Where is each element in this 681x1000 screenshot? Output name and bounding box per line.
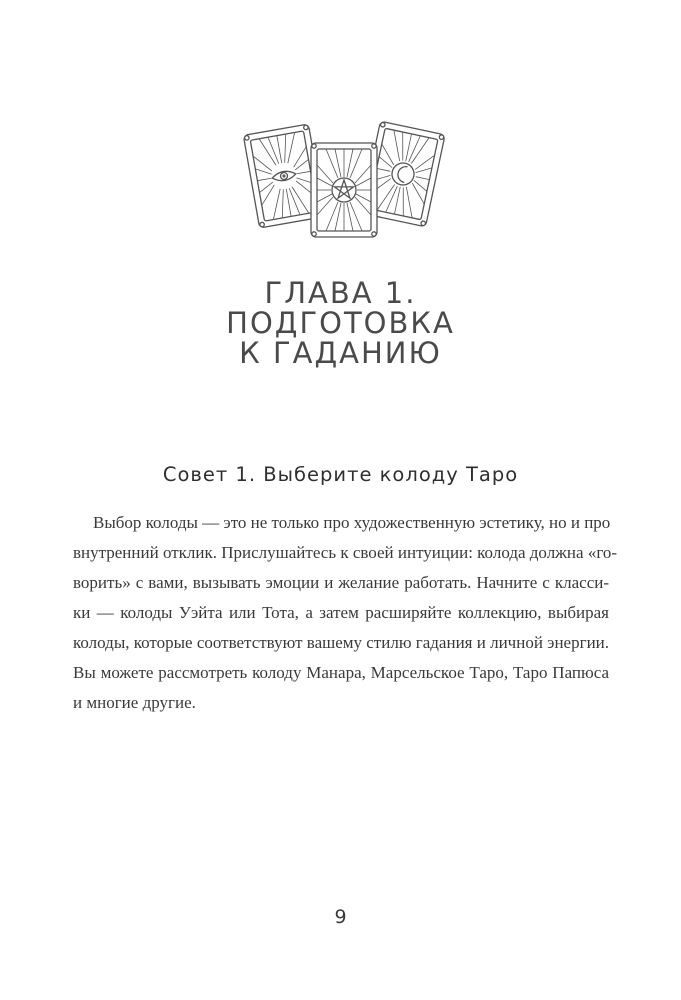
- paragraph-line: ки — колоды Уэйта или Тота, а затем расширяйте коллекцию, выбирая: [73, 603, 609, 622]
- tarot-cards-icon: [236, 104, 456, 249]
- paragraph-line: Выбор колоды — это не только про художественную эстетику, но и про: [93, 513, 611, 532]
- chapter-title-line: ПОДГОТОВКА: [226, 306, 455, 340]
- paragraph-line: внутренний отклик. Прислушайтесь к своей интуиции: колода должна «го-: [73, 543, 618, 562]
- paragraph-line: Вы можете рассмотреть колоду Манара, Марсельское Таро, Таро Папюса: [73, 663, 609, 682]
- paragraph-line: ворить» с вами, вызывать эмоции и желание работать. Начните с класси-: [73, 573, 609, 592]
- chapter-title: [0, 278, 681, 368]
- chapter-title-line: ГЛАВА 1.: [264, 276, 417, 310]
- paragraph-line: и многие другие.: [73, 693, 196, 712]
- body-paragraph: [73, 508, 618, 718]
- page-number: 9: [334, 906, 347, 928]
- chapter-title-line: К ГАДАНИЮ: [239, 336, 442, 370]
- paragraph-line: колоды, которые соответствуют вашему стилю гадания и личной энергии.: [73, 633, 610, 652]
- section-heading: Совет 1. Выберите колоду Таро: [162, 463, 519, 486]
